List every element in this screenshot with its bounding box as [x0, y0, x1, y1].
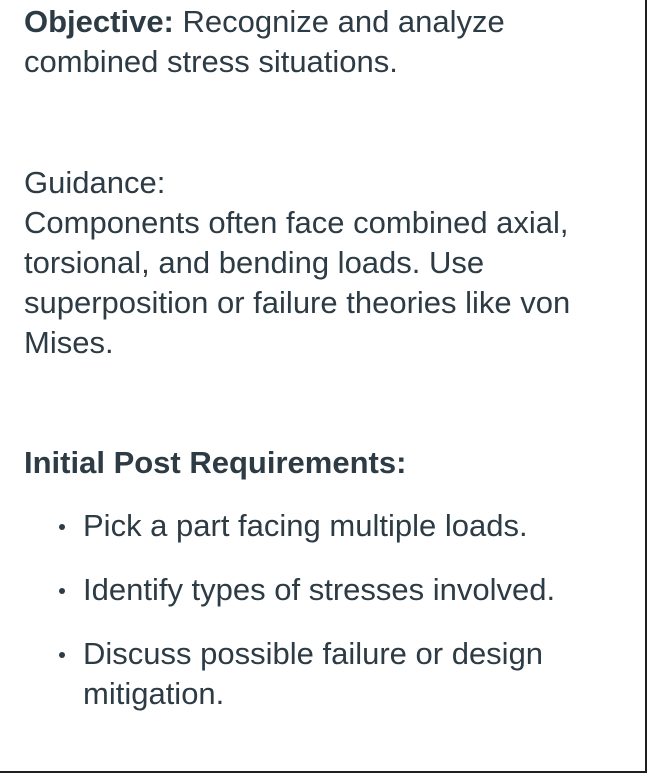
bullet-icon — [59, 588, 65, 594]
requirements-heading: Initial Post Requirements: — [24, 445, 407, 480]
bullet-icon — [59, 524, 65, 530]
list-item — [24, 506, 624, 546]
list-item-text: Identify types of stresses involved. — [83, 572, 556, 607]
objective-label: Objective: — [24, 4, 174, 39]
requirements-list — [24, 506, 624, 714]
guidance-text: Components often face combined axial, torsional, and bending loads. Use superposition or failure theories like von Mises. — [24, 205, 571, 360]
list-item — [24, 634, 624, 714]
guidance-label: Guidance: — [24, 165, 166, 200]
list-item — [24, 570, 624, 610]
objective-text: Recognize and analyze combined stress situations. — [24, 4, 505, 79]
list-item-text: Discuss possible failure or design mitigation. — [83, 636, 544, 711]
objective-paragraph — [24, 2, 624, 82]
bullet-icon — [59, 652, 65, 658]
assignment-content — [24, 2, 624, 738]
list-item-text: Pick a part facing multiple loads. — [83, 508, 528, 543]
